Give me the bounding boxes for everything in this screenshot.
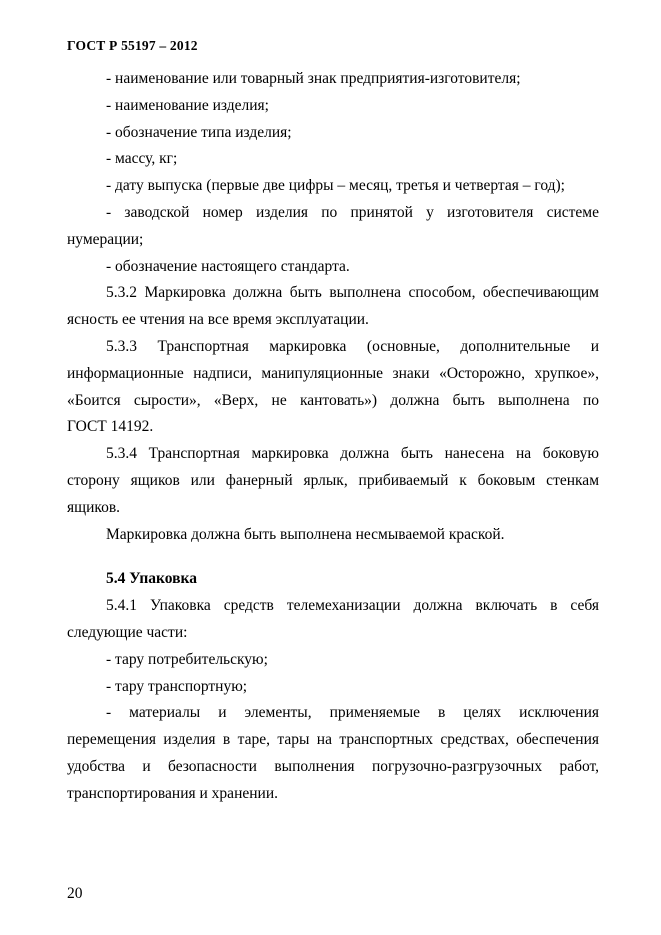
text-line: ясность ее чтения на все время эксплуатации. [67, 311, 369, 329]
text-line: перемещения изделия в таре, тары на транспортных средствах, обеспечения [67, 731, 599, 749]
list-item-text: - наименование или товарный знак предприятия-изготовителя; [106, 70, 521, 87]
text-line: ящиков. [67, 498, 121, 516]
text-line: 5.3.2 Маркировка должна быть выполнена способом, обеспечивающим [106, 284, 599, 302]
text-line: удобства и безопасности выполнения погрузочно-разгрузочных работ, [67, 757, 599, 775]
text-line: транспортирования и хранении. [67, 784, 278, 802]
text-line: 5.3.4 Транспортная маркировка должна быть нанесена на боковую [106, 445, 599, 463]
list-item-text: - массу, кг; [106, 150, 178, 168]
text-line: ГОСТ 14192. [67, 418, 154, 436]
text-line: - материалы и элементы, применяемые в целях исключения [106, 704, 599, 722]
page-number: 20 [67, 885, 83, 902]
paragraph-paint [67, 522, 599, 549]
list-item-text: - наименование изделия; [106, 96, 269, 114]
list-item-manufacturer [67, 66, 599, 93]
section-title-5-4: 5.4 Упаковка [106, 570, 197, 588]
list-item-materials [67, 700, 599, 807]
paragraph-5-3-4 [67, 441, 599, 521]
list-item-serial-number [67, 200, 599, 254]
list-item-standard [67, 254, 599, 281]
paragraph-5-3-3 [67, 334, 599, 441]
list-item-type [67, 120, 599, 147]
list-item-text: - тару потребительскую; [106, 650, 268, 668]
list-item-text: - обозначение типа изделия; [106, 123, 292, 141]
list-item-mass [67, 146, 599, 173]
text-line: сторону ящиков или фанерный ярлык, прибиваемый к боковым стенкам [67, 471, 599, 489]
text-line: 5.3.3 Транспортная маркировка (основные, дополнительные и [106, 337, 599, 355]
text-line: следующие части: [67, 623, 188, 641]
list-item-text: - тару транспортную; [106, 677, 248, 695]
text-line: «Боится сырости», «Верх, не кантовать») должна быть выполнена по [67, 391, 599, 409]
document-body [67, 66, 599, 808]
text-line: - заводской номер изделия по принятой у изготовителя системе [106, 203, 599, 221]
list-item-transport-packaging [67, 674, 599, 701]
paragraph-5-4-1 [67, 593, 599, 647]
list-item-text: - обозначение настоящего стандарта. [106, 257, 350, 275]
list-item-consumer-packaging [67, 647, 599, 674]
paragraph-5-3-2 [67, 280, 599, 334]
list-item-text: - дату выпуска (первые две цифры – месяц, третья и четвертая – год); [106, 177, 565, 195]
list-item-date [67, 173, 599, 200]
text-line: информационные надписи, манипуляционные знаки «Осторожно, хрупкое», [67, 364, 599, 382]
text-line: 5.4.1 Упаковка средств телемеханизации должна включать в себя [106, 597, 599, 615]
document-header: ГОСТ Р 55197 – 2012 [67, 38, 198, 53]
list-item-product-name [67, 93, 599, 120]
text-line: Маркировка должна быть выполнена несмываемой краской. [106, 525, 505, 543]
text-line: нумерации; [67, 230, 144, 248]
